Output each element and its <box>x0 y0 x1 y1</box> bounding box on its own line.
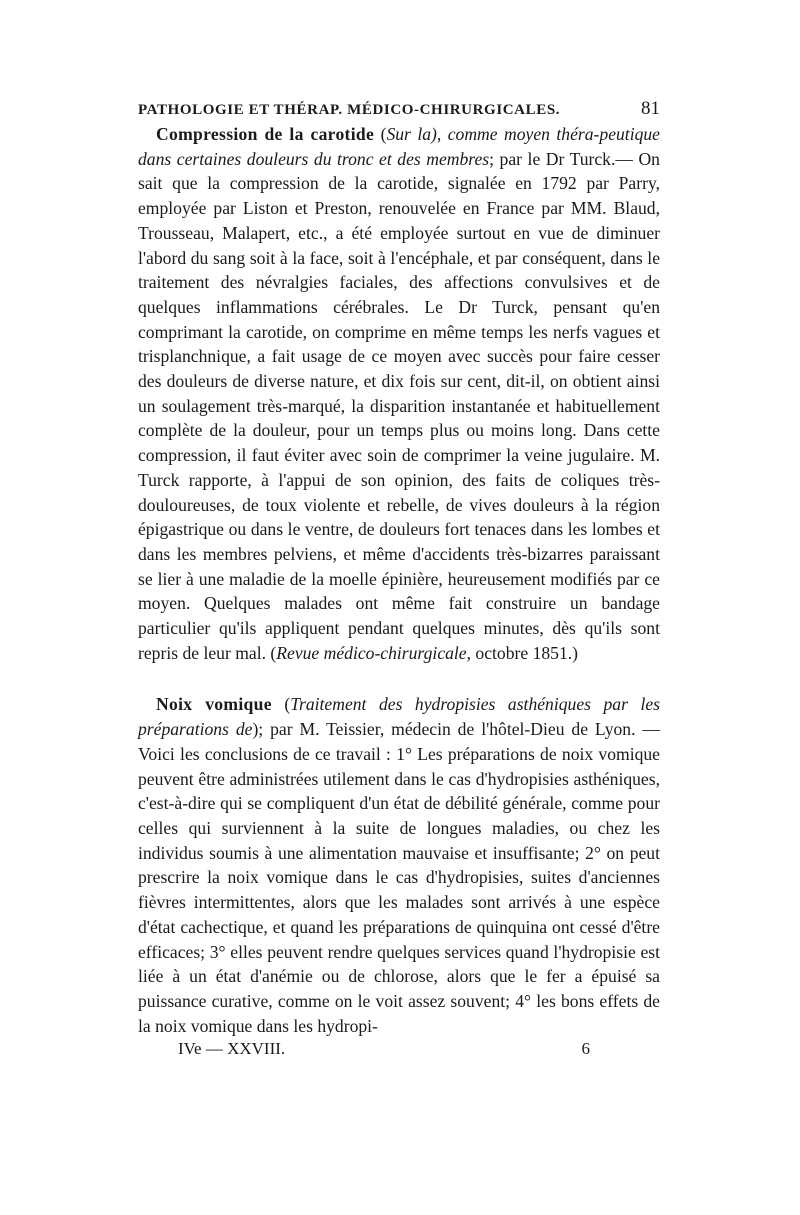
article-paragraph <box>138 692 660 1038</box>
article-lead: Compression de la carotide <box>156 124 375 144</box>
article-body: ); par M. Teissier, médecin de l'hôtel-Dieu de Lyon. — Voici les conclusions de ce travail : 1° Les préparations de noix vomique peuvent être administrées utilement dans le cas d'hydropisies asthéniques, c'est-à-dire qui se compliquent d'un état de débilité générale, comme pour celles qui surviennent à la suite de longues maladies, ou chez les individus soumis à une alimentation mauvaise et insuffisante; 2° on peut prescrire la noix vomique dans le cas d'hydropisies, suites d'anciennes fièvres intermittentes, alors que les malades sont arrivés à une espèce d'état cachectique, et quand les préparations de quinquina ont cessé d'être efficaces; 3° elles peuvent rendre quelques services quand l'hydropisie est liée à un état d'anémie ou de chlorose, alors que le fer a épuisé sa puissance curative, comme on le voit assez souvent; 4° les bons effets de la noix vomique dans les hydropi- <box>138 719 660 1036</box>
article-carotid-compression <box>138 122 660 665</box>
article-open-paren: ( <box>374 124 387 144</box>
article-lead: Noix vomique <box>156 694 272 715</box>
article-close: , octobre 1851.) <box>466 642 579 663</box>
sheet-number: 6 <box>581 1039 590 1059</box>
running-head <box>138 96 660 122</box>
article-italic-title: Sur la), comme moyen théra-peutique dans certaines douleurs du tronc et des membres <box>138 124 660 169</box>
signature-mark: IVe — XXVIII. <box>178 1039 286 1059</box>
article-source: Revue médico-chirurgicale <box>276 642 467 663</box>
article-body: ; par le Dr Turck.— On sait que la compression de la carotide, signalée en 1792 par Parry, employée par Liston et Preston, renouvelée en France par MM. Blaud, Trousseau, Malapert, etc., a été employée surtout en vue de diminuer l'abord du sang soit à la face, soit à l'encéphale, et par conséquent, dans le traitement des névralgies faciales, des affections convulsives et de quelques inflammations cérébrales. Le Dr Turck, pensant qu'en comprimant la carotide, on comprime en même temps les nerfs vagues et trisplanchnique, a fait usage de ce moyen avec succès pour faire cesser des douleurs de diverse nature, et dix fois sur cent, dit-il, on obtient ainsi un soulagement très-marqué, la disparition instantanée et habituellement complète de la douleur, pour un temps plus ou moins long. Dans cette compression, il faut éviter avec soin de comprimer la veine jugulaire. M. Turck rapporte, à l'appui de son opinion, des faits de coliques très-douloureuses, de toux violente et rebelle, de vives douleurs à la région épigastrique ou dans le ventre, de douleurs fort tenaces dans les lombes et dans les membres pelviens, et même d'accidents très-bizarres paraissant se lier à une maladie de la moelle épinière, heureusement modifiés par ce moyen. Quelques malades ont même fait construire un bandage particulier qu'ils appliquent pendant quelques minutes, dès qu'ils sont repris de leur mal. ( <box>138 148 660 663</box>
article-open-paren: ( <box>271 694 291 715</box>
article-paragraph <box>138 122 660 665</box>
book-page <box>138 96 660 1060</box>
article-noix-vomique <box>138 692 660 1038</box>
page-number: 81 <box>641 98 660 119</box>
page-footer <box>138 1038 660 1060</box>
article-italic-title: Traitement des hydropisies asthéniques par les préparations de <box>138 694 660 740</box>
running-head-title: PATHOLOGIE ET THÉRAP. MÉDICO-CHIRURGICALES. <box>138 102 561 118</box>
